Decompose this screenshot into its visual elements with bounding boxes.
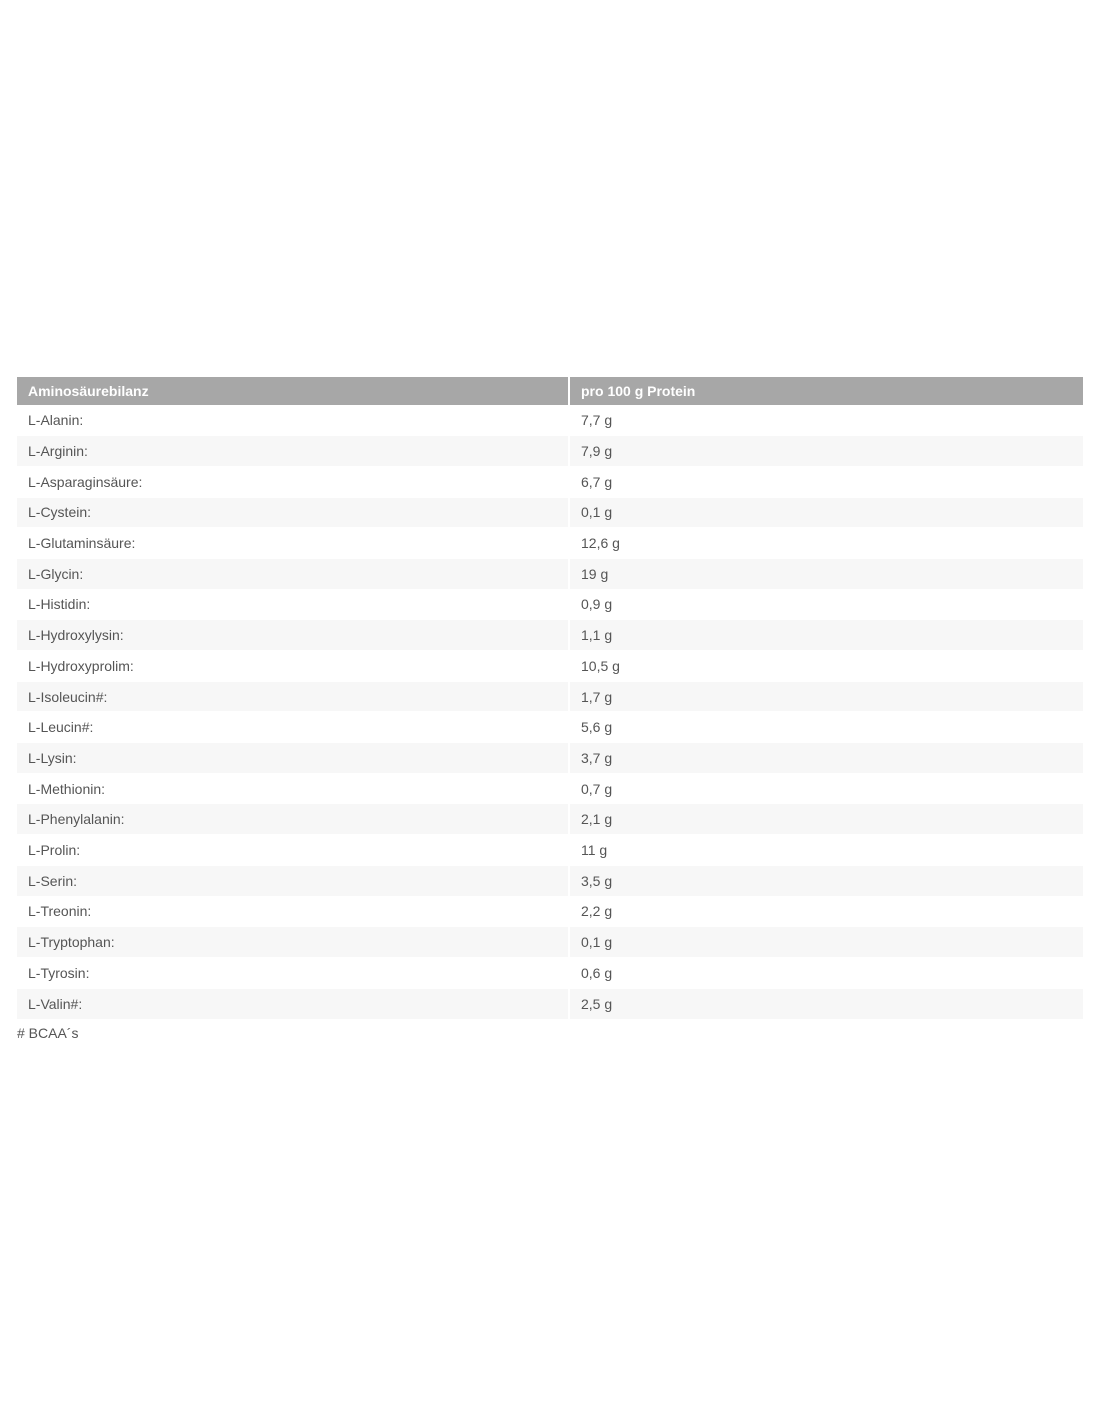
table-row [17, 528, 1083, 559]
amino-acid-name: L-Leucin#: [17, 712, 569, 743]
table-row [17, 896, 1083, 927]
table-row [17, 651, 1083, 682]
amino-acid-name: L-Treonin: [17, 896, 569, 927]
amino-acid-name: L-Phenylalanin: [17, 804, 569, 835]
amino-acid-value: 10,5 g [569, 651, 1083, 682]
amino-acid-value: 7,7 g [569, 405, 1083, 436]
table-row [17, 620, 1083, 651]
amino-acid-name: L-Tryptophan: [17, 927, 569, 958]
amino-acid-name: L-Arginin: [17, 436, 569, 467]
amino-acid-name: L-Hydroxyprolim: [17, 651, 569, 682]
header-per-100g-protein: pro 100 g Protein [569, 377, 1083, 405]
amino-acid-value: 2,1 g [569, 804, 1083, 835]
table-row [17, 927, 1083, 958]
table-row [17, 804, 1083, 835]
amino-acid-value: 3,5 g [569, 865, 1083, 896]
table-row [17, 558, 1083, 589]
amino-acid-name: L-Isoleucin#: [17, 681, 569, 712]
amino-acid-value: 11 g [569, 835, 1083, 866]
amino-acid-table [17, 377, 1083, 1019]
table-row [17, 436, 1083, 467]
amino-acid-value: 19 g [569, 558, 1083, 589]
table-header [17, 377, 1083, 405]
table-row [17, 988, 1083, 1019]
amino-acid-name: L-Tyrosin: [17, 957, 569, 988]
amino-acid-value: 1,7 g [569, 681, 1083, 712]
amino-acid-value: 3,7 g [569, 743, 1083, 774]
table-row [17, 405, 1083, 436]
table-row [17, 497, 1083, 528]
amino-acid-value: 0,1 g [569, 927, 1083, 958]
amino-acid-name: L-Cystein: [17, 497, 569, 528]
amino-acid-value: 0,7 g [569, 773, 1083, 804]
table-row [17, 865, 1083, 896]
amino-acid-table-container [17, 377, 1083, 1019]
table-row [17, 681, 1083, 712]
amino-acid-value: 7,9 g [569, 436, 1083, 467]
table-body [17, 405, 1083, 1019]
amino-acid-name: L-Histidin: [17, 589, 569, 620]
amino-acid-name: L-Alanin: [17, 405, 569, 436]
table-header-row [17, 377, 1083, 405]
amino-acid-name: L-Prolin: [17, 835, 569, 866]
table-row [17, 589, 1083, 620]
table-row [17, 835, 1083, 866]
amino-acid-name: L-Glycin: [17, 558, 569, 589]
amino-acid-name: L-Serin: [17, 865, 569, 896]
amino-acid-value: 0,9 g [569, 589, 1083, 620]
amino-acid-value: 2,2 g [569, 896, 1083, 927]
bcaa-footnote: # BCAA´s [17, 1025, 79, 1041]
amino-acid-name: L-Valin#: [17, 988, 569, 1019]
table-row [17, 743, 1083, 774]
amino-acid-name: L-Methionin: [17, 773, 569, 804]
header-amino-acid: Aminosäurebilanz [17, 377, 569, 405]
amino-acid-value: 0,1 g [569, 497, 1083, 528]
amino-acid-value: 1,1 g [569, 620, 1083, 651]
table-row [17, 773, 1083, 804]
table-row [17, 466, 1083, 497]
amino-acid-name: L-Glutaminsäure: [17, 528, 569, 559]
amino-acid-name: L-Asparaginsäure: [17, 466, 569, 497]
amino-acid-value: 6,7 g [569, 466, 1083, 497]
amino-acid-value: 0,6 g [569, 957, 1083, 988]
amino-acid-value: 12,6 g [569, 528, 1083, 559]
table-row [17, 957, 1083, 988]
amino-acid-value: 2,5 g [569, 988, 1083, 1019]
amino-acid-name: L-Hydroxylysin: [17, 620, 569, 651]
table-row [17, 712, 1083, 743]
amino-acid-name: L-Lysin: [17, 743, 569, 774]
amino-acid-value: 5,6 g [569, 712, 1083, 743]
